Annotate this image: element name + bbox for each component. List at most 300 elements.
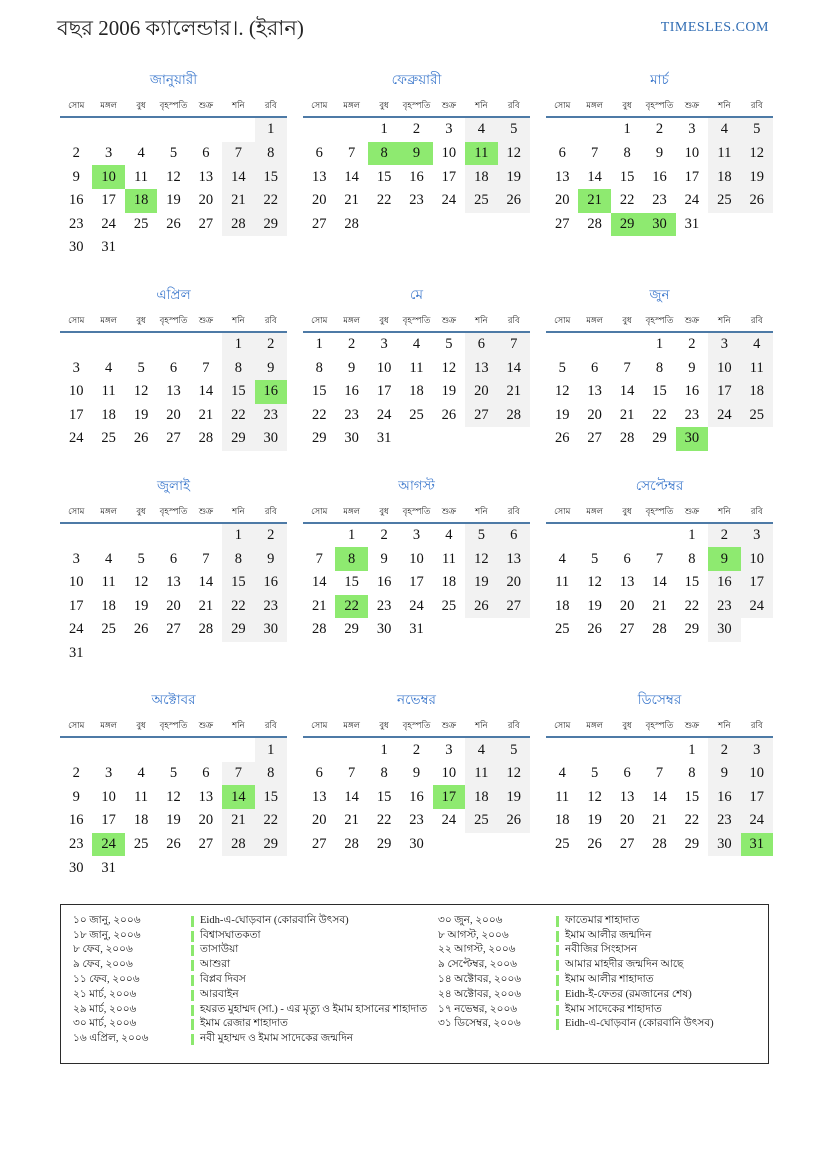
day-cell: 14	[344, 168, 359, 185]
weekday-header: শনি	[232, 505, 245, 516]
day-cell: 17	[101, 192, 116, 209]
day-cell: 19	[498, 785, 530, 809]
day-cell: 23	[409, 812, 424, 829]
empty-day-cell	[465, 618, 497, 642]
day-cell: 15	[376, 788, 392, 805]
day-cell: 23	[684, 406, 700, 423]
weekday-header: সোম	[68, 720, 85, 731]
day-cell: 4	[465, 118, 497, 142]
day-cell: 2	[255, 524, 287, 548]
legend-event: আশুরা	[200, 959, 231, 971]
empty-day-cell	[578, 118, 610, 142]
day-cell: 8	[623, 145, 631, 162]
day-cell: 9	[72, 168, 80, 185]
day-cell: 6	[623, 765, 631, 782]
empty-day-cell	[498, 213, 530, 237]
day-cell: 3	[105, 145, 113, 162]
day-cell: 16	[708, 785, 740, 809]
day-cell: 4	[137, 765, 145, 782]
empty-day-cell	[433, 213, 465, 237]
event-tick-icon	[191, 990, 194, 1001]
weekday-header: মঙ্গল	[100, 100, 117, 111]
day-cell: 15	[684, 788, 700, 805]
day-cell: 8	[655, 359, 664, 376]
day-cell: 4	[558, 550, 566, 567]
day-cell: 25	[465, 189, 497, 213]
day-cell: 27	[587, 430, 602, 447]
empty-day-cell	[222, 856, 254, 880]
day-cell: 21	[619, 406, 635, 423]
day-cell: 10	[708, 356, 740, 380]
day-cell: 27	[311, 215, 327, 232]
day-cell: 5	[465, 524, 497, 548]
legend-date: ৯ সেপ্টেম্বর, ২০০৬	[438, 959, 517, 971]
day-cell: 6	[202, 145, 210, 162]
weekday-header: রবি	[507, 314, 520, 325]
empty-day-cell	[125, 236, 157, 260]
legend-event: তাসাউয়া	[200, 944, 239, 956]
day-cell: 29	[684, 835, 700, 852]
day-cell: 25	[133, 835, 149, 852]
empty-day-cell	[190, 118, 222, 142]
weekday-header: শুক্র	[198, 720, 214, 731]
weekday-header: সোম	[311, 314, 328, 325]
day-cell: 5	[591, 765, 599, 782]
legend-date: ২৯ মার্চ, ২০০৬	[73, 1003, 137, 1015]
day-cell: 3	[741, 524, 773, 548]
day-cell: 26	[587, 835, 602, 852]
month-may	[303, 284, 530, 451]
legend-date: ১৪ অক্টোবর, ২০০৬	[438, 973, 522, 985]
event-tick-icon	[556, 1005, 559, 1016]
empty-day-cell	[92, 642, 124, 666]
day-cell: 31	[741, 833, 773, 857]
day-cell: 4	[445, 527, 453, 544]
day-cell: 29	[222, 427, 254, 451]
day-cell: 12	[554, 383, 570, 400]
event-tick-icon	[191, 1034, 194, 1045]
day-cell: 9	[412, 765, 421, 782]
day-cell: 29	[376, 835, 392, 852]
weekday-header: রবি	[507, 720, 520, 731]
day-cell: 13	[465, 356, 497, 380]
day-cell: 12	[166, 168, 181, 185]
empty-day-cell	[92, 738, 124, 762]
day-cell: 23	[68, 835, 84, 852]
day-cell: 17	[376, 383, 392, 400]
day-cell: 26	[166, 835, 181, 852]
day-cell: 11	[708, 142, 740, 166]
day-cell: 20	[587, 406, 602, 423]
empty-day-cell	[255, 236, 287, 260]
weekday-header-row	[60, 99, 287, 118]
day-cell: 15	[311, 383, 327, 400]
month-title: ডিসেম্বর	[637, 692, 682, 708]
empty-day-cell	[465, 213, 497, 237]
month-title: আগস্ট	[398, 477, 435, 493]
day-cell: 5	[445, 336, 453, 353]
day-cell: 1	[222, 524, 254, 548]
day-cell: 18	[101, 597, 116, 614]
day-cell: 15	[619, 168, 635, 185]
day-cell: 8	[222, 547, 254, 571]
day-cell: 13	[619, 574, 635, 591]
weekday-header: শুক্র	[441, 720, 457, 731]
weekday-header: সোম	[311, 720, 328, 731]
weekday-header: সোম	[554, 720, 571, 731]
day-cell: 23	[708, 809, 740, 833]
day-cell: 7	[202, 550, 210, 567]
month-june	[546, 284, 773, 451]
day-cell: 11	[101, 574, 116, 591]
empty-day-cell	[222, 738, 254, 762]
weekday-header: বৃহস্পতি	[159, 100, 188, 111]
empty-day-cell	[125, 738, 157, 762]
day-cell: 16	[255, 380, 287, 404]
legend-row	[73, 958, 438, 973]
month-title: এপ্রিল	[156, 286, 191, 302]
weekday-header: সোম	[311, 505, 328, 516]
empty-day-cell	[465, 833, 497, 857]
legend-row	[438, 988, 762, 1003]
empty-day-cell	[125, 118, 157, 142]
day-cell: 16	[652, 168, 667, 185]
weekday-header: শুক্র	[684, 100, 700, 111]
day-cell: 24	[68, 430, 84, 447]
legend-row	[438, 943, 762, 958]
legend-row	[438, 958, 762, 973]
weekday-header: সোম	[554, 100, 571, 111]
weekday-header: শুক্র	[198, 505, 214, 516]
empty-day-cell	[741, 213, 773, 237]
legend-row	[438, 1003, 762, 1018]
day-cell: 28	[198, 430, 214, 447]
day-cell: 27	[198, 835, 214, 852]
day-cell: 3	[412, 527, 421, 544]
weekday-header-row	[546, 505, 773, 524]
day-cell: 4	[708, 118, 740, 142]
day-cell: 26	[166, 215, 181, 232]
day-cell: 19	[166, 192, 181, 209]
day-cell: 30	[344, 430, 359, 447]
day-cell: 17	[741, 785, 773, 809]
day-cell: 9	[688, 359, 696, 376]
day-cell: 3	[380, 336, 388, 353]
day-cell: 6	[465, 333, 497, 357]
legend-date: ১৮ জানু, ২০০৬	[73, 929, 141, 941]
month-day-grid	[60, 524, 287, 666]
day-cell: 2	[708, 738, 740, 762]
day-cell: 21	[498, 380, 530, 404]
day-cell: 4	[558, 765, 566, 782]
day-cell: 30	[68, 239, 84, 256]
weekday-header-row	[303, 505, 530, 524]
day-cell: 17	[68, 406, 84, 423]
day-cell: 15	[652, 383, 667, 400]
empty-day-cell	[611, 524, 643, 548]
legend-event: আমার মাহদীর জন্মদিন আছে	[565, 959, 684, 971]
day-cell: 21	[652, 597, 667, 614]
day-cell: 14	[652, 574, 667, 591]
day-cell: 18	[708, 165, 740, 189]
empty-day-cell	[157, 333, 189, 357]
day-cell: 4	[105, 359, 113, 376]
legend-event: নবী মুহাম্মদ ও ইমাম সাদেকের জন্মদিন	[200, 1033, 354, 1045]
weekday-header: মঙ্গল	[586, 720, 603, 731]
day-cell: 3	[741, 738, 773, 762]
day-cell: 1	[688, 527, 696, 544]
empty-day-cell	[741, 427, 773, 451]
legend-row	[73, 988, 438, 1003]
weekday-header: শুক্র	[684, 505, 700, 516]
day-cell: 11	[441, 550, 456, 567]
day-cell: 5	[558, 359, 566, 376]
day-cell: 7	[222, 142, 254, 166]
weekday-header: সোম	[311, 100, 328, 111]
day-cell: 16	[255, 571, 287, 595]
day-cell: 19	[587, 597, 602, 614]
empty-day-cell	[578, 524, 610, 548]
month-september	[546, 475, 773, 642]
day-cell: 10	[409, 550, 424, 567]
legend-date: ১১ ফেব, ২০০৬	[73, 973, 140, 985]
event-tick-icon	[556, 960, 559, 971]
day-cell: 12	[498, 142, 530, 166]
event-tick-icon	[191, 975, 194, 986]
weekday-header: রবি	[507, 505, 520, 516]
day-cell: 24	[441, 192, 457, 209]
months-grid	[60, 69, 773, 880]
day-cell: 25	[101, 621, 116, 638]
day-cell: 22	[376, 812, 392, 829]
weekday-header: রবি	[750, 100, 763, 111]
weekday-header: শুক্র	[441, 100, 457, 111]
weekday-header: রবি	[750, 314, 763, 325]
legend-row	[73, 929, 438, 944]
day-cell: 13	[311, 788, 327, 805]
month-title: জানুয়ারী	[149, 72, 198, 88]
day-cell: 14	[587, 168, 602, 185]
day-cell: 7	[222, 762, 254, 786]
empty-day-cell	[157, 236, 189, 260]
event-tick-icon	[556, 916, 559, 927]
day-cell: 2	[348, 336, 356, 353]
day-cell: 29	[311, 430, 327, 447]
day-cell: 14	[222, 785, 254, 809]
legend-event: Eidh-ই-ফেতর (রমজানের শেষ)	[565, 988, 692, 1000]
empty-day-cell	[368, 213, 400, 237]
empty-day-cell	[546, 118, 578, 142]
weekday-header: বুধ	[136, 720, 146, 731]
day-cell: 20	[465, 380, 497, 404]
weekday-header: শনি	[475, 314, 488, 325]
day-cell: 16	[409, 788, 424, 805]
day-cell: 23	[652, 192, 667, 209]
empty-day-cell	[157, 856, 189, 880]
day-cell: 27	[166, 430, 181, 447]
day-cell: 27	[554, 215, 570, 232]
day-cell: 17	[68, 597, 84, 614]
day-cell: 20	[619, 597, 635, 614]
weekday-header: মঙ্গল	[100, 720, 117, 731]
day-cell: 23	[708, 595, 740, 619]
day-cell: 12	[133, 574, 149, 591]
day-cell: 30	[708, 833, 740, 857]
weekday-header: বুধ	[622, 505, 632, 516]
legend-date: ৩০ জুন, ২০০৬	[438, 914, 503, 926]
day-cell: 7	[202, 359, 210, 376]
weekday-header-row	[546, 314, 773, 333]
day-cell: 11	[465, 142, 497, 166]
day-cell: 17	[101, 812, 116, 829]
day-cell: 20	[166, 597, 181, 614]
day-cell: 17	[741, 571, 773, 595]
day-cell: 23	[68, 215, 84, 232]
day-cell: 6	[315, 765, 323, 782]
day-cell: 30	[255, 618, 287, 642]
day-cell: 20	[554, 192, 570, 209]
day-cell: 22	[684, 812, 700, 829]
day-cell: 15	[255, 165, 287, 189]
weekday-header: সোম	[68, 100, 85, 111]
day-cell: 28	[587, 215, 602, 232]
day-cell: 11	[555, 788, 570, 805]
weekday-header-row	[60, 505, 287, 524]
day-cell: 26	[741, 189, 773, 213]
weekday-header: মঙ্গল	[100, 505, 117, 516]
empty-day-cell	[190, 738, 222, 762]
month-title: অক্টোবর	[151, 692, 196, 708]
month-february	[303, 69, 530, 236]
weekday-header: বৃহস্পতি	[402, 100, 431, 111]
day-cell: 12	[587, 788, 602, 805]
empty-day-cell	[157, 642, 189, 666]
day-cell: 28	[344, 215, 359, 232]
weekday-header: শনি	[232, 100, 245, 111]
page-header	[0, 0, 827, 41]
weekday-header: বুধ	[379, 100, 389, 111]
day-cell: 9	[255, 356, 287, 380]
day-cell: 1	[315, 336, 323, 353]
day-cell: 29	[652, 430, 667, 447]
day-cell: 5	[169, 145, 178, 162]
day-cell: 25	[554, 835, 570, 852]
weekday-header: শুক্র	[684, 720, 700, 731]
day-cell: 5	[741, 118, 773, 142]
day-cell: 12	[498, 762, 530, 786]
day-cell: 18	[554, 812, 570, 829]
day-cell: 15	[222, 571, 254, 595]
weekday-header: শুক্র	[441, 505, 457, 516]
day-cell: 17	[684, 168, 700, 185]
day-cell: 19	[133, 406, 149, 423]
day-cell: 4	[412, 336, 421, 353]
day-cell: 21	[222, 189, 254, 213]
weekday-header: মঙ্গল	[343, 314, 360, 325]
day-cell: 14	[311, 574, 327, 591]
day-cell: 25	[708, 189, 740, 213]
empty-day-cell	[125, 642, 157, 666]
day-cell: 2	[72, 765, 80, 782]
event-tick-icon	[191, 945, 194, 956]
empty-day-cell	[255, 856, 287, 880]
day-cell: 25	[409, 406, 424, 423]
day-cell: 8	[222, 356, 254, 380]
day-cell: 22	[222, 595, 254, 619]
day-cell: 20	[619, 812, 635, 829]
weekday-header: শনি	[718, 100, 731, 111]
day-cell: 30	[708, 618, 740, 642]
day-cell: 2	[655, 121, 664, 138]
empty-day-cell	[190, 642, 222, 666]
empty-day-cell	[157, 738, 189, 762]
legend-date: ২৪ অক্টোবর, ২০০৬	[438, 988, 522, 1000]
site-link[interactable]: TIMESLES.COM	[660, 20, 769, 35]
weekday-header: বৃহস্পতি	[645, 100, 674, 111]
empty-day-cell	[400, 213, 432, 237]
page-title: বছর 2006 ক্যালেন্ডার।. (ইরান)	[57, 16, 304, 40]
day-cell: 19	[465, 571, 497, 595]
day-cell: 26	[498, 189, 530, 213]
day-cell: 21	[311, 597, 327, 614]
empty-day-cell	[578, 738, 610, 762]
day-cell: 25	[441, 597, 457, 614]
day-cell: 4	[105, 550, 113, 567]
day-cell: 7	[623, 359, 631, 376]
day-cell: 13	[198, 168, 214, 185]
day-cell: 5	[169, 765, 178, 782]
day-cell: 29	[344, 621, 359, 638]
month-title: সেপ্টেম্বর	[635, 477, 684, 493]
day-cell: 17	[708, 380, 740, 404]
weekday-header: রবি	[750, 505, 763, 516]
day-cell: 27	[166, 621, 181, 638]
day-cell: 3	[105, 765, 113, 782]
weekday-header: বৃহস্পতি	[159, 314, 188, 325]
legend-event: আরবাইন	[200, 988, 239, 1000]
day-cell: 30	[676, 427, 708, 451]
weekday-header-row	[303, 314, 530, 333]
day-cell: 15	[222, 380, 254, 404]
empty-day-cell	[222, 236, 254, 260]
empty-day-cell	[335, 118, 367, 142]
day-cell: 18	[465, 165, 497, 189]
day-cell: 3	[445, 741, 453, 758]
legend-row	[73, 1003, 438, 1018]
day-cell: 10	[441, 765, 457, 782]
day-cell: 14	[198, 383, 214, 400]
empty-day-cell	[60, 738, 92, 762]
legend-column-left	[73, 914, 438, 1047]
day-cell: 2	[380, 527, 388, 544]
weekday-header: বুধ	[379, 505, 389, 516]
day-cell: 22	[684, 597, 700, 614]
day-cell: 3	[72, 550, 80, 567]
month-day-grid	[303, 524, 530, 642]
day-cell: 3	[688, 121, 696, 138]
day-cell: 8	[315, 359, 323, 376]
day-cell: 10	[92, 165, 124, 189]
weekday-header: বৃহস্পতি	[645, 720, 674, 731]
day-cell: 7	[498, 333, 530, 357]
day-cell: 19	[741, 165, 773, 189]
day-cell: 21	[222, 809, 254, 833]
day-cell: 10	[741, 547, 773, 571]
event-tick-icon	[191, 916, 194, 927]
legend-row	[438, 973, 762, 988]
empty-day-cell	[190, 236, 222, 260]
empty-day-cell	[643, 524, 675, 548]
